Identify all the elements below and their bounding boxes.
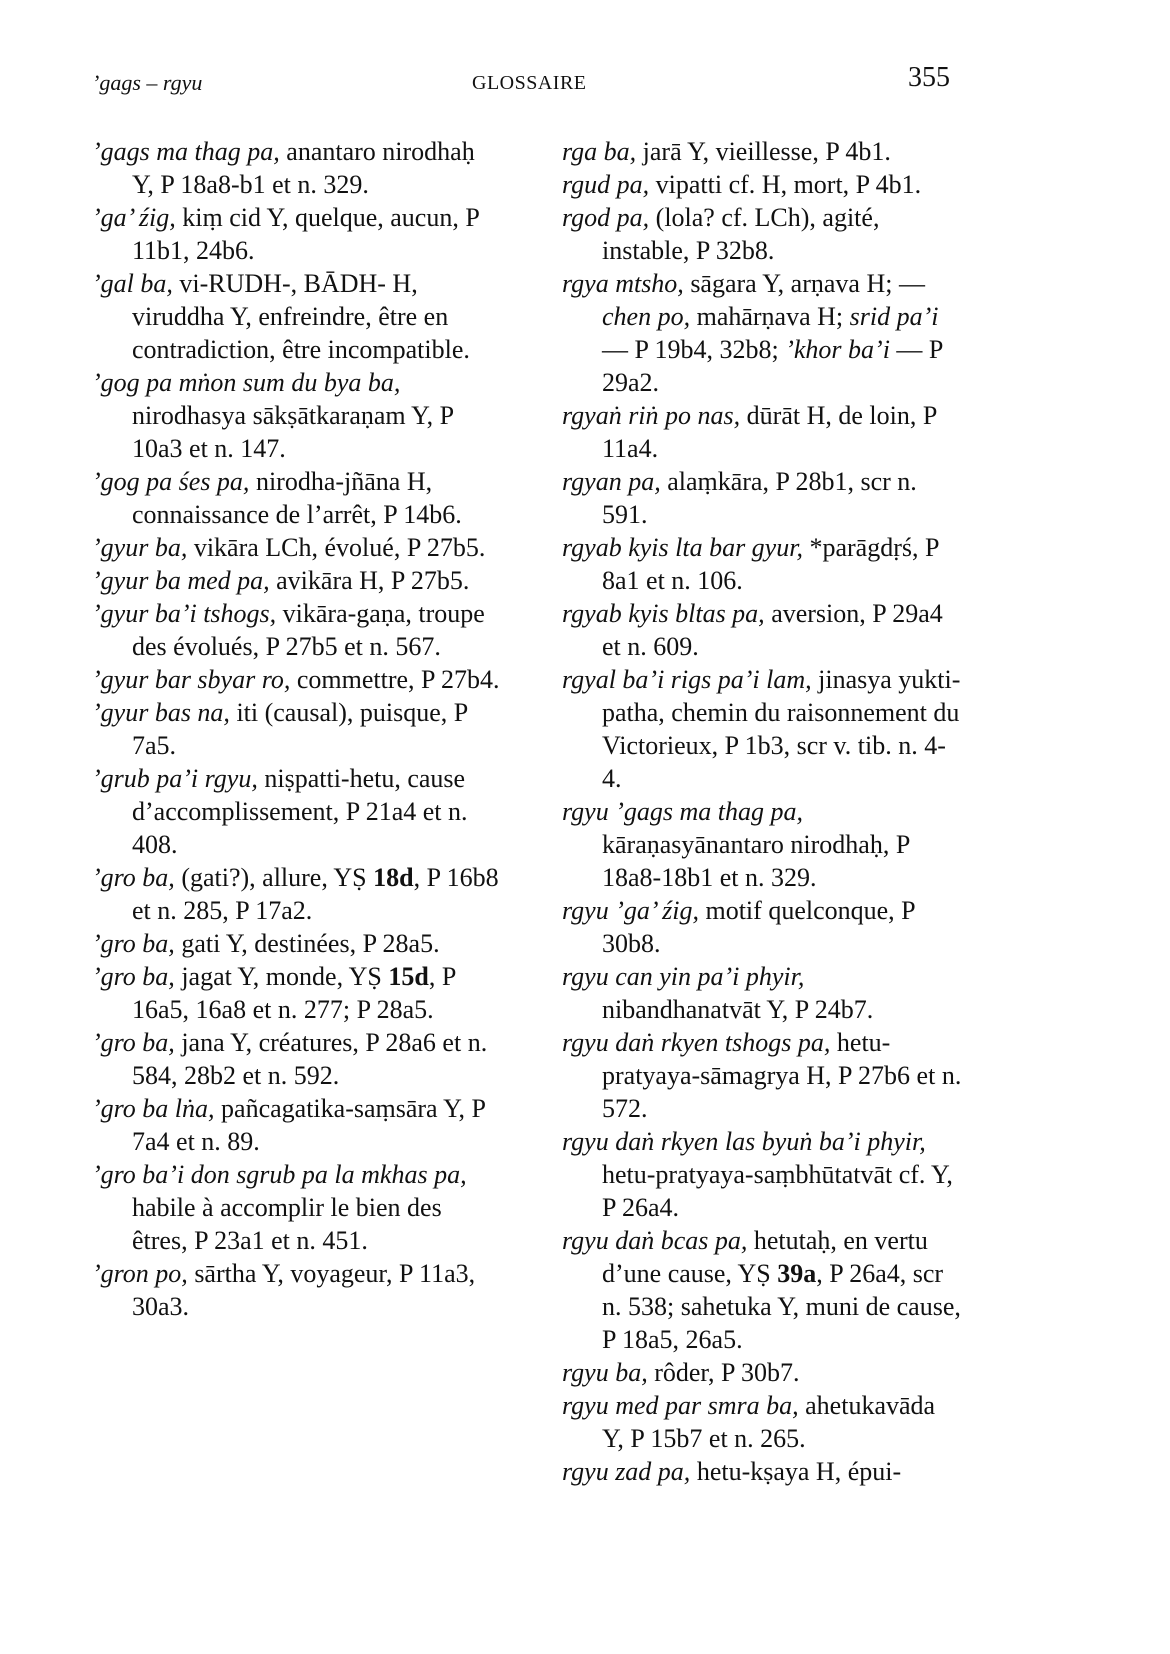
glossary-entry bbox=[562, 399, 962, 465]
entry-term: ’gyur ba med pa, bbox=[92, 566, 270, 595]
entry-term: ’gyur ba’i tshogs, bbox=[92, 599, 277, 628]
entry-term: rgud pa, bbox=[562, 170, 650, 199]
entry-term: rgyu ba, bbox=[562, 1358, 648, 1387]
glossary-entry bbox=[92, 1158, 502, 1257]
entry-definition: nirodhasya sākṣātkaraṇam Y, P 10a3 et n. 147. bbox=[132, 401, 454, 463]
entry-definition: (gati?), allure, YṢ bbox=[174, 863, 374, 892]
entry-term: rgyu zad pa, bbox=[562, 1457, 691, 1486]
entry-term: rgyu daṅ bcas pa, bbox=[562, 1226, 748, 1255]
glossary-entry bbox=[92, 267, 502, 366]
entry-definition: alaṃkāra, P 28b1, scr n. 591. bbox=[602, 467, 917, 529]
entry-definition: hetu-kṣaya H, épui- bbox=[690, 1457, 902, 1486]
entry-definition: kāraṇasyānantaro nirodhaḥ, P 18a8-18b1 et n. 329. bbox=[602, 830, 910, 892]
entry-definition: — P 29a2. bbox=[602, 335, 943, 397]
entry-definition: avikāra H, P 27b5. bbox=[269, 566, 470, 595]
entry-definition: vipatti cf. H, mort, P 4b1. bbox=[649, 170, 922, 199]
glossary-entry bbox=[92, 663, 502, 696]
entry-definition: vikāra-gaṇa, troupe des évolués, P 27b5 et n. 567. bbox=[132, 599, 485, 661]
glossary-entry bbox=[562, 168, 962, 201]
entry-term: ’gyur ba, bbox=[92, 533, 188, 562]
entry-term: rgyal ba’i rigs pa’i lam, bbox=[562, 665, 812, 694]
glossary-entry bbox=[562, 597, 962, 663]
entry-definition: sāgara Y, arṇava H; — bbox=[683, 269, 925, 298]
entry-term: ’gro ba’i don sgrub pa la mkhas pa, bbox=[92, 1160, 467, 1189]
glossary-right-column bbox=[562, 135, 962, 1488]
entry-definition: sārtha Y, voyageur, P 11a3, 30a3. bbox=[132, 1259, 476, 1321]
glossary-entry bbox=[92, 465, 502, 531]
entry-term: ’ga’ źig, bbox=[92, 203, 176, 232]
entry-definition: (lola? cf. LCh), agité, instable, P 32b8. bbox=[602, 203, 880, 265]
entry-term: rgya mtsho, bbox=[562, 269, 684, 298]
entry-definition: , P 16b8 et n. 285, P 17a2. bbox=[132, 863, 499, 925]
entry-term: ’gro ba, bbox=[92, 1028, 175, 1057]
entry-verse-ref: 39a bbox=[777, 1259, 817, 1288]
glossary-entry bbox=[562, 795, 962, 894]
entry-term: rgod pa, bbox=[562, 203, 650, 232]
entry-term: ’gags ma thag pa, bbox=[92, 137, 280, 166]
glossary-entry bbox=[92, 597, 502, 663]
glossary-entry bbox=[562, 465, 962, 531]
page-number: 355 bbox=[908, 62, 950, 93]
entry-term: rgyu med par smra ba, bbox=[562, 1391, 799, 1420]
glossary-entry bbox=[92, 135, 502, 201]
entry-definition: aversion, P 29a4 et n. 609. bbox=[602, 599, 943, 661]
entry-term: rgyu can yin pa’i phyir, bbox=[562, 962, 805, 991]
glossary-entry bbox=[92, 201, 502, 267]
entry-term: ’grub pa’i rgyu, bbox=[92, 764, 258, 793]
glossary-entry bbox=[92, 927, 502, 960]
entry-definition: jarā Y, vieillesse, P 4b1. bbox=[636, 137, 891, 166]
entry-definition: hetutaḥ, en vertu d’une cause, YṢ bbox=[602, 1226, 928, 1288]
glossary-entry bbox=[92, 960, 502, 1026]
glossary-entry bbox=[562, 1224, 962, 1356]
entry-term: ’gron po, bbox=[92, 1259, 188, 1288]
entry-verse-ref: 15d bbox=[388, 962, 429, 991]
entry-definition: hetu-pratyaya-saṃbhūtatvāt cf. Y, P 26a4. bbox=[602, 1160, 953, 1222]
glossary-entry bbox=[92, 366, 502, 465]
glossary-entry bbox=[562, 960, 962, 1026]
glossary-entry bbox=[92, 1092, 502, 1158]
entry-definition: iti (causal), puisque, P 7a5. bbox=[132, 698, 468, 760]
entry-term: ’gro ba, bbox=[92, 962, 175, 991]
glossary-entry bbox=[562, 1389, 962, 1455]
entry-definition: , P 26a4, scr n. 538; sahetuka Y, muni de cause, P 18a5, 26a5. bbox=[602, 1259, 961, 1354]
entry-definition: ahetukavāda Y, P 15b7 et n. 265. bbox=[602, 1391, 936, 1453]
entry-term: ’gog pa mṅon sum du bya ba, bbox=[92, 368, 401, 397]
glossary-entry bbox=[92, 1026, 502, 1092]
entry-term: srid pa’i bbox=[849, 302, 939, 331]
entry-term: rgyu ’gags ma thag pa, bbox=[562, 797, 803, 826]
entry-term: ’gro ba, bbox=[92, 929, 175, 958]
entry-term: rgyaṅ riṅ po nas, bbox=[562, 401, 741, 430]
entry-definition: pañcagatika-saṃsāra Y, P 7a4 et n. 89. bbox=[132, 1094, 486, 1156]
entry-term: ’gro ba, bbox=[92, 863, 175, 892]
glossary-entry bbox=[92, 696, 502, 762]
entry-term: rgyu daṅ rkyen las byuṅ ba’i phyir, bbox=[562, 1127, 926, 1156]
glossary-entry bbox=[562, 1356, 962, 1389]
running-head-center: GLOSSAIRE bbox=[472, 72, 587, 94]
entry-verse-ref: 18d bbox=[373, 863, 414, 892]
entry-definition: mahārṇava H; bbox=[690, 302, 850, 331]
entry-definition: commettre, P 27b4. bbox=[290, 665, 500, 694]
entry-definition: hetu-pratyaya-sāmagrya H, P 27b6 et n. 572. bbox=[602, 1028, 962, 1123]
entry-term: ’gro ba lṅa, bbox=[92, 1094, 215, 1123]
entry-term: ’gal ba, bbox=[92, 269, 173, 298]
entry-definition: dūrāt H, de loin, P 11a4. bbox=[602, 401, 937, 463]
entry-term: rgyan pa, bbox=[562, 467, 661, 496]
entry-definition: niṣpatti-hetu, cause d’accomplissement, P 21a4 et n. 408. bbox=[132, 764, 468, 859]
entry-definition: nirodha-jñāna H, connaissance de l’arrêt, P 14b6. bbox=[132, 467, 462, 529]
entry-definition: vi-RUDH-, BĀDH- H, viruddha Y, enfreindre, être en contradiction, être incompatible. bbox=[132, 269, 470, 364]
entry-definition: jinasya yukti-patha, chemin du raisonnement du Victorieux, P 1b3, scr v. tib. n. 4-4. bbox=[602, 665, 961, 793]
entry-definition: vikāra LCh, évolué, P 27b5. bbox=[187, 533, 486, 562]
entry-term: ’gyur bas na, bbox=[92, 698, 230, 727]
entry-term: rgyab kyis bltas pa, bbox=[562, 599, 765, 628]
entry-definition: , P 16a5, 16a8 et n. 277; P 28a5. bbox=[132, 962, 456, 1024]
glossary-entry bbox=[562, 201, 962, 267]
entry-term: rgyu ’ga’ źig, bbox=[562, 896, 699, 925]
glossary-entry bbox=[92, 861, 502, 927]
glossary-entry bbox=[562, 135, 962, 168]
glossary-entry bbox=[562, 531, 962, 597]
glossary-entry bbox=[562, 663, 962, 795]
entry-definition: rôder, P 30b7. bbox=[647, 1358, 800, 1387]
entry-term: rgyu daṅ rkyen tshogs pa, bbox=[562, 1028, 831, 1057]
entry-definition: kiṃ cid Y, quelque, aucun, P 11b1, 24b6. bbox=[132, 203, 479, 265]
entry-term: rgyab kyis lta bar gyur, bbox=[562, 533, 803, 562]
glossary-entry bbox=[562, 267, 962, 399]
glossary-entry bbox=[92, 1257, 502, 1323]
entry-term: ’khor ba’i bbox=[785, 335, 890, 364]
entry-definition: anantaro nirodhaḥ Y, P 18a8-b1 et n. 329. bbox=[132, 137, 475, 199]
glossary-entry bbox=[92, 762, 502, 861]
entry-definition: — P 19b4, 32b8; bbox=[602, 335, 786, 364]
running-head-left: ’gags – rgyu bbox=[92, 70, 203, 95]
glossary-entry bbox=[92, 531, 502, 564]
glossary-entry bbox=[92, 564, 502, 597]
entry-definition: motif quelconque, P 30b8. bbox=[602, 896, 915, 958]
glossary-entry bbox=[562, 1026, 962, 1125]
entry-definition: jagat Y, monde, YṢ bbox=[174, 962, 389, 991]
entry-definition: jana Y, créatures, P 28a6 et n. 584, 28b2 et n. 592. bbox=[132, 1028, 488, 1090]
entry-term: ’gyur bar sbyar ro, bbox=[92, 665, 291, 694]
entry-term: ’gog pa śes pa, bbox=[92, 467, 250, 496]
entry-definition: nibandhanatvāt Y, P 24b7. bbox=[602, 995, 874, 1024]
glossary-entry bbox=[562, 1455, 962, 1488]
glossary-entry bbox=[562, 1125, 962, 1224]
entry-term: chen po, bbox=[602, 302, 691, 331]
entry-term: rga ba, bbox=[562, 137, 637, 166]
glossary-entry bbox=[562, 894, 962, 960]
glossary-left-column bbox=[92, 135, 502, 1323]
entry-definition: habile à accomplir le bien des êtres, P 23a1 et n. 451. bbox=[132, 1193, 442, 1255]
entry-definition: *parāgdṛś, P 8a1 et n. 106. bbox=[602, 533, 939, 595]
entry-definition: gati Y, destinées, P 28a5. bbox=[174, 929, 440, 958]
